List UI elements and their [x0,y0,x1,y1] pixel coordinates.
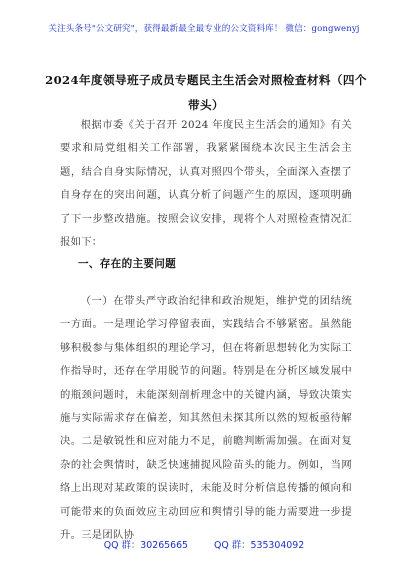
footer-qq-label-2: QQ 群： [214,540,251,551]
header-promo-banner: 关注头条号"公文研究"，获得最新最全最专业的公文资料库！ 微信：gongwenyj [48,24,360,34]
footer-contact-bar [0,537,408,551]
intro-paragraph: 根据市委《关于召开 2024 年度民主生活会的通知》有关要求和局党组相关工作部署，我紧紧围绕本次民主生活会主题，结合自身实际情况，认真对照四个带头，全面深入查摆了自身存在的突出问题，认真分析了问题产生的原因，逐项明确了下一步整改措施。按照会议安排，现将个人对照检查情况汇报如下： [60,119,352,249]
footer-qq-number-2: 535304092 [250,540,305,551]
footer-qq-number-1: 30265665 [140,540,189,551]
section-heading: 一、存在的主要问题 [78,258,177,270]
main-paragraph: （一）在带头严守政治纪律和政治规矩，维护党的团结统一方面。一是理论学习停留表面，实践结合不够紧密。虽然能够积极参与集体组织的理论学习，但在将新思想转化为实际工作指导时，还存在学用脱节的问题。特别是在分析区域发展中的瓶颈问题时，未能深刻剖析理念中的关键内涵，导致决策实施与实际需求存在偏差，知其然但未探其所以然的短板亟待解决。二是敏锐性和应对能力不足，前瞻判断需加强。在面对复杂的社会舆情时，缺乏快速捕捉风险苗头的能力。例如，当网络上出现对某政策的误读时，未能及时分析信息传播的倾向和可能带来的负面效应主动回应和舆情引导的能力需要进一步提升。三是团队协 [60,295,352,542]
footer-qq-label-1: QQ 群： [103,540,141,551]
document-title: 2024年度领导班子成员专题民主生活会对照检查材料（四个带头） [45,73,367,112]
